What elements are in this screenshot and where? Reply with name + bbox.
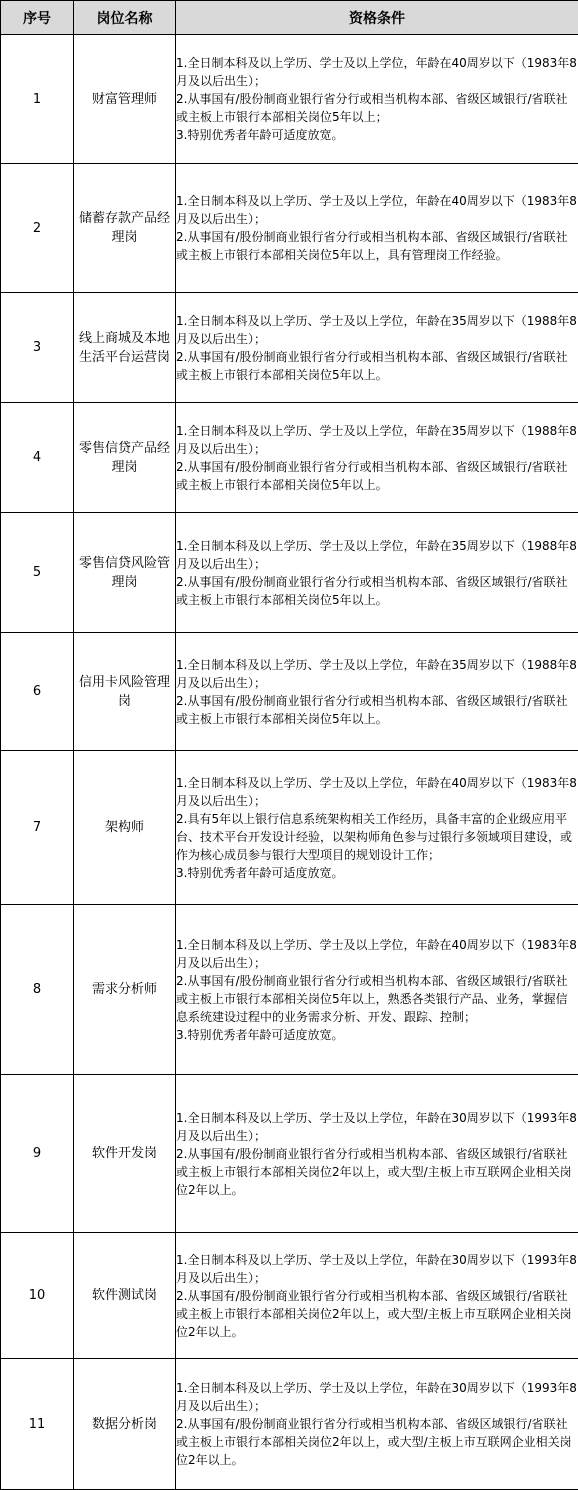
requirement-item: 2.从事国有/股份制商业银行省分行或相当机构本部、省级区域银行/省联社或主板上市银行本部相关岗位5年以上； [176,92,568,124]
requirement-item: 1.全日制本科及以上学历、学士及以上学位，年龄在30周岁以下（1993年8月及以后出生）； [176,1110,577,1143]
table-header-row [1,1,578,35]
row-index: 7 [1,751,74,905]
row-requirements [176,751,578,905]
requirement-item: 3.特别优秀者年龄可适度放宽。 [176,1027,344,1042]
row-position-title: 零售信贷风险管理岗 [74,513,176,633]
requirement-item: 1.全日制本科及以上学历、学士及以上学位，年龄在35周岁以下（1988年8月及以后出生）； [176,313,577,346]
header-title: 岗位名称 [74,1,176,35]
row-index: 11 [1,1359,74,1490]
row-position-title: 需求分析师 [74,905,176,1075]
row-requirements [176,513,578,633]
row-requirements [176,403,578,513]
header-requirements: 资格条件 [176,1,578,35]
requirement-item: 3.特别优秀者年龄可适度放宽。 [176,128,344,142]
table-row [1,1359,578,1490]
row-requirements [176,905,578,1075]
requirement-item: 1.全日制本科及以上学历、学士及以上学位，年龄在30周岁以下（1993年8月及以后出生）； [176,1381,577,1413]
row-position-title: 财富管理师 [74,35,176,164]
requirement-item: 2.从事国有/股份制商业银行省分行或相当机构本部、省级区域银行/省联社或主板上市银行本部相关岗位5年以上，熟悉各类银行产品、业务，掌握信息系统建设过程中的业务需求分析、开发、跟踪、控制； [176,973,568,1024]
requirement-item: 2.从事国有/股份制商业银行省分行或相当机构本部、省级区域银行/省联社或主板上市银行本部相关岗位2年以上，或大型/主板上市互联网企业相关岗位2年以上。 [176,1417,572,1467]
table-row [1,633,578,751]
row-index: 8 [1,905,74,1075]
requirement-item: 2.从事国有/股份制商业银行省分行或相当机构本部、省级区域银行/省联社或主板上市银行本部相关岗位5年以上。 [176,459,568,492]
row-position-title: 架构师 [74,751,176,905]
row-requirements [176,1359,578,1490]
table-row [1,513,578,633]
requirement-item: 1.全日制本科及以上学历、学士及以上学位，年龄在35周岁以下（1988年8月及以后出生）； [176,538,577,571]
requirement-item: 1.全日制本科及以上学历、学士及以上学位，年龄在30周岁以下（1993年8月及以后出生）； [176,1252,577,1285]
requirement-item: 1.全日制本科及以上学历、学士及以上学位，年龄在40周岁以下（1983年8月及以后出生）； [176,937,577,970]
row-position-title: 数据分析岗 [74,1359,176,1490]
requirement-item: 1.全日制本科及以上学历、学士及以上学位，年龄在35周岁以下（1988年8月及以后出生）； [176,423,577,456]
row-index: 4 [1,403,74,513]
table-body [1,35,578,1490]
row-requirements [176,164,578,293]
table-row [1,1233,578,1359]
row-index: 3 [1,293,74,403]
row-position-title: 储蓄存款产品经理岗 [74,164,176,293]
requirement-item: 2.从事国有/股份制商业银行省分行或相当机构本部、省级区域银行/省联社或主板上市银行本部相关岗位5年以上。 [176,574,568,607]
requirement-item: 2.从事国有/股份制商业银行省分行或相当机构本部、省级区域银行/省联社或主板上市银行本部相关岗位5年以上，具有管理岗工作经验。 [176,230,568,262]
row-position-title: 软件测试岗 [74,1233,176,1359]
row-position-title: 线上商城及本地生活平台运营岗 [74,293,176,403]
requirement-item: 1.全日制本科及以上学历、学士及以上学位，年龄在35周岁以下（1988年8月及以后出生）； [176,657,577,690]
requirement-item: 3.特别优秀者年龄可适度放宽。 [176,865,344,880]
row-requirements [176,1233,578,1359]
requirement-item: 1.全日制本科及以上学历、学士及以上学位，年龄在40周岁以下（1983年8月及以后出生）； [176,194,577,226]
row-index: 2 [1,164,74,293]
requirement-item: 2.从事国有/股份制商业银行省分行或相当机构本部、省级区域银行/省联社或主板上市银行本部相关岗位5年以上。 [176,349,568,382]
row-index: 6 [1,633,74,751]
table-row [1,403,578,513]
row-requirements [176,293,578,403]
requirement-item: 2.从事国有/股份制商业银行省分行或相当机构本部、省级区域银行/省联社或主板上市银行本部相关岗位2年以上，或大型/主板上市互联网企业相关岗位2年以上。 [176,1146,572,1197]
table-row [1,293,578,403]
requirement-item: 2.从事国有/股份制商业银行省分行或相当机构本部、省级区域银行/省联社或主板上市银行本部相关岗位5年以上。 [176,693,568,726]
row-requirements [176,35,578,164]
table-row [1,751,578,905]
table-row [1,1075,578,1233]
row-requirements [176,633,578,751]
header-index: 序号 [1,1,74,35]
requirement-item: 1.全日制本科及以上学历、学士及以上学位，年龄在40周岁以下（1983年8月及以后出生）； [176,775,577,808]
requirement-item: 1.全日制本科及以上学历、学士及以上学位，年龄在40周岁以下（1983年8月及以后出生）； [176,56,577,88]
row-requirements [176,1075,578,1233]
row-position-title: 软件开发岗 [74,1075,176,1233]
table-row [1,35,578,164]
requirement-item: 2.具有5年以上银行信息系统架构相关工作经历，具备丰富的企业级应用平台、技术平台开发设计经验，以架构师角色参与过银行多领域项目建设，或作为核心成员参与银行大型项目的规划设计工作； [176,811,573,862]
row-index: 9 [1,1075,74,1233]
row-index: 10 [1,1233,74,1359]
row-position-title: 零售信贷产品经理岗 [74,403,176,513]
row-index: 5 [1,513,74,633]
row-index: 1 [1,35,74,164]
requirement-item: 2.从事国有/股份制商业银行省分行或相当机构本部、省级区域银行/省联社或主板上市银行本部相关岗位2年以上，或大型/主板上市互联网企业相关岗位2年以上。 [176,1288,572,1339]
table-row [1,905,578,1075]
row-position-title: 信用卡风险管理岗 [74,633,176,751]
table-row [1,164,578,293]
